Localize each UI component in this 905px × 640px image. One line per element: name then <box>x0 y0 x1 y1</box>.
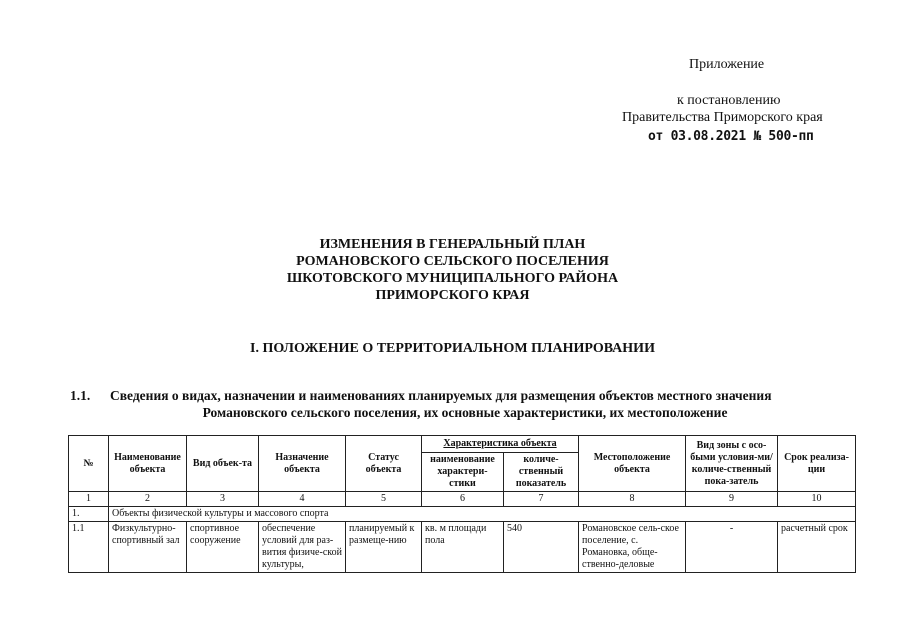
header-status: Статус объекта <box>346 436 422 492</box>
index-cell: 2 <box>109 492 187 507</box>
group-number: 1. <box>69 507 109 522</box>
row-location: Романовское сель-ское поселение, с. Романовка, обще-ственно-деловые <box>579 522 686 573</box>
subsection-line-2: Романовского сельского поселения, их основные характеристики, их местоположение <box>202 405 728 420</box>
index-cell: 6 <box>422 492 504 507</box>
appendix-line-3: от 03.08.2021 № 500-пп <box>648 129 814 144</box>
index-cell: 4 <box>259 492 346 507</box>
index-cell: 10 <box>778 492 856 507</box>
group-label: Объекты физической культуры и массового спорта <box>109 507 856 522</box>
row-status: планируемый к размеще-нию <box>346 522 422 573</box>
index-cell: 7 <box>504 492 579 507</box>
title-line: ШКОТОВСКОГО МУНИЦИПАЛЬНОГО РАЙОНА <box>286 271 619 286</box>
section-heading: I. ПОЛОЖЕНИЕ О ТЕРРИТОРИАЛЬНОМ ПЛАНИРОВАНИИ <box>250 341 655 356</box>
objects-table <box>68 435 856 573</box>
row-char-name: кв. м площади пола <box>422 522 504 573</box>
row-purpose: обеспечение условий для раз-вития физиче-ской культуры, <box>259 522 346 573</box>
subsection-number: 1.1. <box>70 388 91 403</box>
index-cell: 5 <box>346 492 422 507</box>
header-type: Вид объек-та <box>187 436 259 492</box>
group-row <box>69 507 856 522</box>
index-row <box>69 492 856 507</box>
title-line: РОМАНОВСКОГО СЕЛЬСКОГО ПОСЕЛЕНИЯ <box>296 254 609 269</box>
index-cell: 3 <box>187 492 259 507</box>
index-cell: 1 <box>69 492 109 507</box>
subsection-line-1: Сведения о видах, назначении и наименованиях планируемых для размещения объектов местного значения <box>110 388 772 403</box>
row-term: расчетный срок <box>778 522 856 573</box>
header-name: Наименование объекта <box>109 436 187 492</box>
row-number: 1.1 <box>69 522 109 573</box>
document-title <box>0 236 905 304</box>
appendix-title: Приложение <box>689 57 765 72</box>
index-cell: 8 <box>579 492 686 507</box>
header-num: № <box>69 436 109 492</box>
title-line: ИЗМЕНЕНИЯ В ГЕНЕРАЛЬНЫЙ ПЛАН <box>319 237 586 252</box>
header-characteristics: Характеристика объекта <box>422 436 579 453</box>
header-location: Местоположение объекта <box>579 436 686 492</box>
row-type: спортивное сооружение <box>187 522 259 573</box>
header-char-name: наименование характери-стики <box>422 453 504 492</box>
appendix-line-2: Правительства Приморского края <box>622 110 823 125</box>
row-char-value: 540 <box>504 522 579 573</box>
header-term: Срок реализа-ции <box>778 436 856 492</box>
header-zone: Вид зоны с осо-быми условия-ми/ количе-ственный пока-затель <box>686 436 778 492</box>
header-char-value: количе-ственный показатель <box>504 453 579 492</box>
appendix-line-1: к постановлению <box>677 93 781 108</box>
header-purpose: Назначение объекта <box>259 436 346 492</box>
row-name: Физкультурно-спортивный зал <box>109 522 187 573</box>
title-line: ПРИМОРСКОГО КРАЯ <box>375 288 530 303</box>
row-zone: - <box>686 522 778 573</box>
table-row <box>69 522 856 573</box>
index-cell: 9 <box>686 492 778 507</box>
